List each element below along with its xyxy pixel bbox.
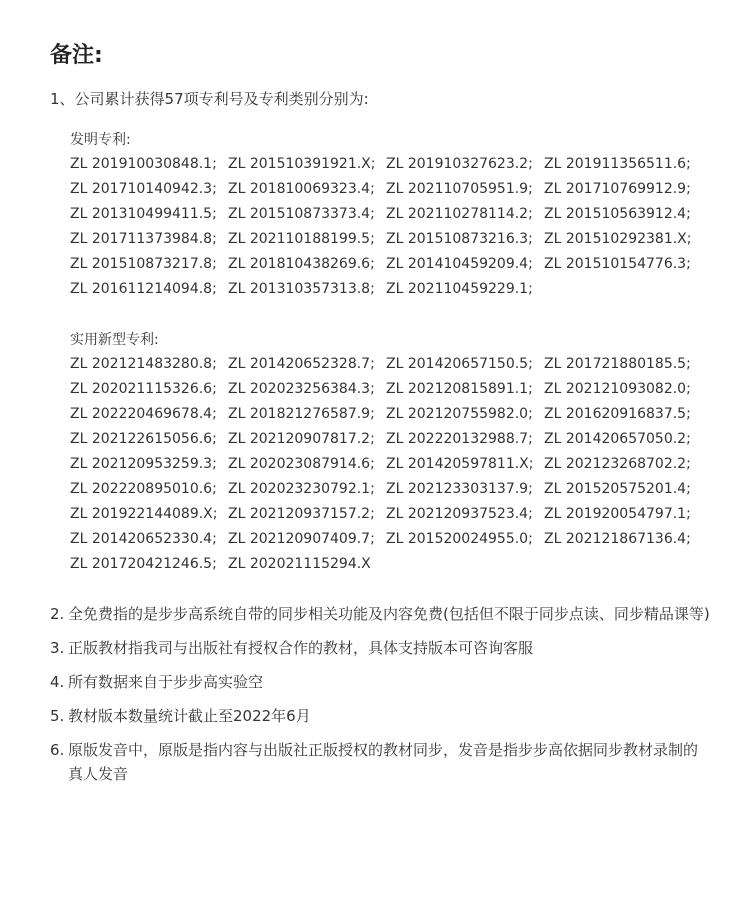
patent-number: ZL 201510292381.X; bbox=[544, 231, 692, 247]
invention-patents-label: 发明专利: bbox=[70, 132, 131, 148]
patent-number: ZL 201510873216.3; bbox=[386, 231, 533, 247]
patent-number: ZL 202110188199.5; bbox=[228, 231, 375, 247]
patent-number: ZL 202110459229.1; bbox=[386, 281, 533, 297]
patent-number: ZL 201510563912.4; bbox=[544, 206, 691, 222]
note-item bbox=[50, 636, 710, 660]
patent-number: ZL 201510873373.4; bbox=[228, 206, 375, 222]
patent-number: ZL 202220469678.4; bbox=[70, 406, 217, 422]
patent-number: ZL 202120937523.4; bbox=[386, 506, 533, 522]
patent-number: ZL 201310357313.8; bbox=[228, 281, 375, 297]
patent-number: ZL 201910327623.2; bbox=[386, 156, 533, 172]
note-item bbox=[50, 738, 710, 786]
note-number: 5. bbox=[50, 707, 65, 725]
patent-number: ZL 201510873217.8; bbox=[70, 256, 217, 272]
patent-number: ZL 201910030848.1; bbox=[70, 156, 217, 172]
patent-number: ZL 201520575201.4; bbox=[544, 481, 691, 497]
note-item bbox=[50, 670, 710, 694]
patent-number: ZL 201710769912.9; bbox=[544, 181, 691, 197]
patent-number: ZL 201420657150.5; bbox=[386, 356, 533, 372]
patent-number: ZL 202220132988.7; bbox=[386, 431, 533, 447]
note-number: 6. bbox=[50, 741, 65, 759]
patent-number: ZL 202120755982.0; bbox=[386, 406, 533, 422]
utility-patents-section bbox=[70, 328, 702, 577]
note-text: 原版发音中，原版是指内容与出版社正版授权的教材同步，发音是指步步高依据同步教材录制的真人发音 bbox=[68, 741, 699, 783]
patent-number: ZL 201420597811.X; bbox=[386, 456, 534, 472]
note-1-intro: 1、公司累计获得57项专利号及专利类别分别为: bbox=[50, 90, 369, 108]
patent-number: ZL 202120953259.3; bbox=[70, 456, 217, 472]
patent-number: ZL 201620916837.5; bbox=[544, 406, 691, 422]
patent-number: ZL 201510154776.3; bbox=[544, 256, 691, 272]
note-text: 所有数据来自于步步高实验空 bbox=[68, 673, 264, 691]
note-text: 教材版本数量统计截止至2022年6月 bbox=[68, 707, 311, 725]
patent-number: ZL 202021115326.6; bbox=[70, 381, 217, 397]
utility-patents-label: 实用新型专利: bbox=[70, 332, 159, 348]
note-number: 2. bbox=[50, 605, 65, 623]
patent-number: ZL 202220895010.6; bbox=[70, 481, 217, 497]
patent-number: ZL 202110278114.2; bbox=[386, 206, 533, 222]
page-title: 备注: bbox=[50, 43, 103, 68]
patent-number: ZL 201720421246.5; bbox=[70, 556, 217, 572]
patent-number: ZL 202121093082.0; bbox=[544, 381, 691, 397]
note-text: 全免费指的是步步高系统自带的同步相关功能及内容免费(包括但不限于同步点读、同步精品课等) bbox=[68, 605, 710, 623]
patent-number: ZL 201810438269.6; bbox=[228, 256, 375, 272]
patent-number: ZL 202120937157.2; bbox=[228, 506, 375, 522]
patent-number: ZL 201710140942.3; bbox=[70, 181, 217, 197]
patent-number: ZL 202023230792.1; bbox=[228, 481, 375, 497]
patent-number: ZL 202110705951.9; bbox=[386, 181, 533, 197]
patent-number: ZL 202021115294.X bbox=[228, 556, 371, 572]
patent-number: ZL 202121483280.8; bbox=[70, 356, 217, 372]
patent-number: ZL 202120907817.2; bbox=[228, 431, 375, 447]
patent-number: ZL 202121867136.4; bbox=[544, 531, 691, 547]
patent-number: ZL 201420652330.4; bbox=[70, 531, 217, 547]
patent-number: ZL 201810069323.4; bbox=[228, 181, 375, 197]
note-number: 3. bbox=[50, 639, 65, 657]
utility-patents-grid bbox=[70, 352, 702, 577]
patent-number: ZL 202023087914.6; bbox=[228, 456, 375, 472]
notes-list bbox=[50, 602, 710, 796]
patent-number: ZL 201821276587.9; bbox=[228, 406, 375, 422]
note-item bbox=[50, 602, 710, 626]
patent-number: ZL 202120815891.1; bbox=[386, 381, 533, 397]
patent-number: ZL 202023256384.3; bbox=[228, 381, 375, 397]
invention-patents-grid bbox=[70, 152, 702, 302]
patent-number: ZL 202123268702.2; bbox=[544, 456, 691, 472]
patent-number: ZL 201920054797.1; bbox=[544, 506, 691, 522]
patent-number: ZL 201721880185.5; bbox=[544, 356, 691, 372]
patent-number: ZL 202123303137.9; bbox=[386, 481, 533, 497]
note-number: 4. bbox=[50, 673, 65, 691]
patent-number: ZL 202122615056.6; bbox=[70, 431, 217, 447]
invention-patents-section bbox=[70, 128, 702, 302]
patent-number: ZL 201510391921.X; bbox=[228, 156, 376, 172]
patent-number: ZL 201520024955.0; bbox=[386, 531, 533, 547]
note-text: 正版教材指我司与出版社有授权合作的教材，具体支持版本可咨询客服 bbox=[68, 639, 534, 657]
patent-number: ZL 201922144089.X; bbox=[70, 506, 218, 522]
patent-number: ZL 202120907409.7; bbox=[228, 531, 375, 547]
patent-number: ZL 201310499411.5; bbox=[70, 206, 217, 222]
patent-number: ZL 201420657050.2; bbox=[544, 431, 691, 447]
patent-number: ZL 201911356511.6; bbox=[544, 156, 691, 172]
note-item bbox=[50, 704, 710, 728]
patent-number: ZL 201420652328.7; bbox=[228, 356, 375, 372]
patent-number: ZL 201410459209.4; bbox=[386, 256, 533, 272]
patent-number: ZL 201711373984.8; bbox=[70, 231, 217, 247]
patent-number: ZL 201611214094.8; bbox=[70, 281, 217, 297]
